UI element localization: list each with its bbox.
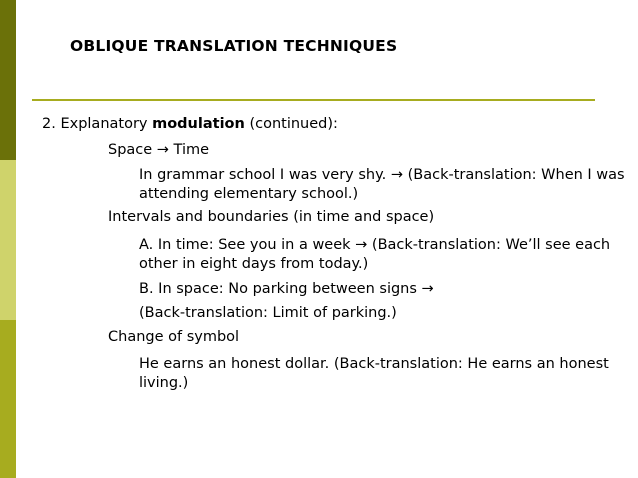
- space-time-example-line2: attending elementary school.): [139, 186, 359, 202]
- section-heading: [42, 115, 338, 134]
- title-divider: [32, 99, 595, 101]
- symbol-example-line1: He earns an honest dollar. (Back-translation: He earns an honest: [139, 356, 609, 372]
- sidebar-bar-middle: [0, 160, 16, 320]
- intervals-a-line2: other in eight days from today.): [139, 256, 369, 272]
- section-prefix: Explanatory: [60, 116, 148, 132]
- symbol-label: Change of symbol: [108, 329, 240, 345]
- space-time-example-line1: In grammar school I was very shy. → (Back-translation: When I was: [139, 167, 625, 183]
- intervals-b-line2: (Back-translation: Limit of parking.): [139, 305, 397, 321]
- space-time-label: Space → Time: [108, 142, 210, 158]
- sidebar-bar-bottom: [0, 320, 16, 478]
- section-number: 2.: [42, 116, 56, 132]
- slide-title: OBLIQUE TRANSLATION TECHNIQUES: [70, 37, 398, 55]
- section-suffix: (continued):: [249, 116, 338, 132]
- sidebar-bar-top: [0, 0, 16, 160]
- section-bold-word: modulation: [152, 116, 245, 132]
- symbol-example-line2: living.): [139, 375, 189, 391]
- intervals-label: Intervals and boundaries (in time and space): [108, 209, 435, 225]
- intervals-a-line1: A. In time: See you in a week → (Back-translation: We’ll see each: [139, 237, 611, 253]
- intervals-b-line1: B. In space: No parking between signs →: [139, 281, 434, 297]
